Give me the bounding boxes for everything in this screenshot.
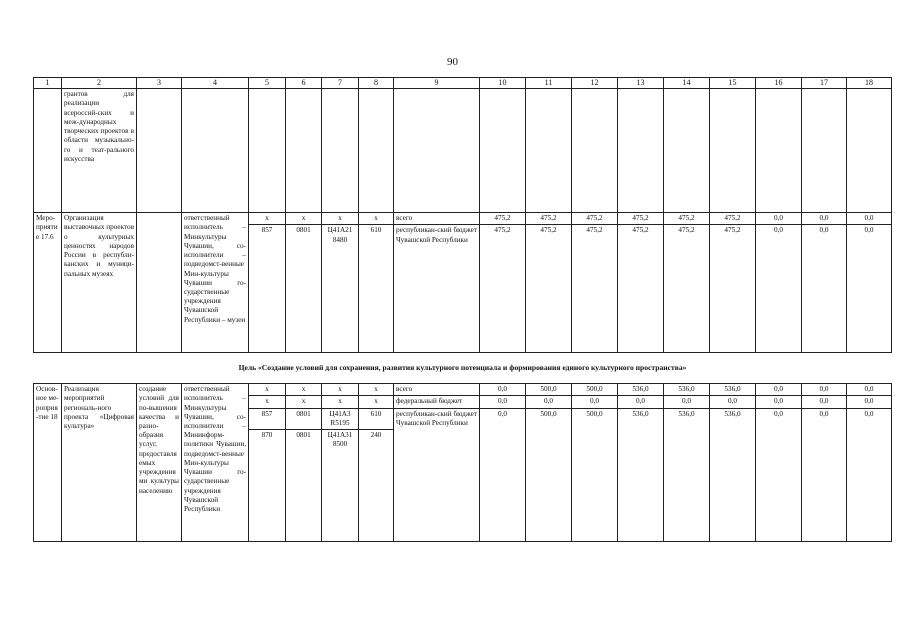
col-header-8: 8: [359, 78, 394, 89]
value-cell: 0,0: [802, 225, 847, 353]
value-cell: 0,0: [756, 225, 802, 353]
event-18-code: Основ-ное ме-роприя-тие 18: [34, 384, 62, 542]
value-cell: 475,2: [572, 213, 618, 225]
value-cell: 0,0: [480, 408, 526, 541]
col-header-1: 1: [34, 78, 62, 89]
event-17-6-row-total: [34, 213, 892, 225]
value-cell: 536,0: [618, 384, 664, 396]
csr-cell: Ц41А21 8480: [322, 225, 359, 353]
source-cell: всего: [394, 213, 480, 225]
event-17-6-participant: [137, 213, 182, 353]
grbs-cell: 857: [249, 408, 286, 429]
csr-cell: x: [322, 213, 359, 225]
value-cell: 475,2: [480, 225, 526, 353]
goal-row: [34, 353, 892, 384]
source-cell: федеральный бюджет: [394, 396, 480, 408]
event-18-executor: ответственный исполнитель – Минкультуры Чувашии, со-исполнители – Мининформ-политики Чувашии, подведомст-венные Мин-культуры Чувашии го-сударственные учреждения Чувашской Республики: [182, 384, 249, 542]
value-cell: 0,0: [847, 225, 892, 353]
value-cell: 0,0: [802, 384, 847, 396]
source-cell: всего: [394, 384, 480, 396]
vr-cell: 610: [359, 408, 394, 429]
value-cell: 0,0: [847, 213, 892, 225]
value-cell: 475,2: [526, 213, 572, 225]
grbs-cell: x: [249, 213, 286, 225]
goal-heading: Цель «Создание условий для сохранения, развития культурного потенциала и формирования единого культурного пространства»: [34, 353, 892, 384]
value-cell: 475,2: [572, 225, 618, 353]
value-cell: 0,0: [802, 396, 847, 408]
col-header-5: 5: [249, 78, 286, 89]
rz-cell: x: [286, 384, 322, 396]
col-header-11: 11: [526, 78, 572, 89]
value-cell: 500,0: [572, 384, 618, 396]
vr-cell: x: [359, 396, 394, 408]
col-header-18: 18: [847, 78, 892, 89]
vr-cell: 610: [359, 225, 394, 353]
grbs-cell: x: [249, 396, 286, 408]
value-cell: 500,0: [526, 384, 572, 396]
value-cell: 475,2: [664, 213, 710, 225]
continuation-row: [34, 89, 892, 213]
value-cell: 0,0: [756, 396, 802, 408]
event-18-participant: создание условий для по-вышения качества и разно-образия услуг, предоставляемых учреждениями культуры населению: [137, 384, 182, 542]
event-18-name: Реализация мероприятий региональ-ного проекта «Цифровая культура»: [62, 384, 137, 542]
vr-cell: x: [359, 384, 394, 396]
csr-cell: Ц41А31 8500: [322, 430, 359, 542]
value-cell: 0,0: [847, 384, 892, 396]
source-cell: республикан-ский бюджет Чувашской Республики: [394, 225, 480, 353]
continuation-name: грантов для реализации всероссий-ских и меж-дународных творческих проектов в области музыкально-го и теат-рального искусства: [62, 89, 137, 213]
csr-cell: x: [322, 396, 359, 408]
value-cell: 536,0: [664, 408, 710, 541]
value-cell: 0,0: [710, 396, 756, 408]
event-17-6-executor: ответственный исполнитель – Минкультуры Чувашии, со-исполнители – подведомст-венные Мин-культуры Чувашии го-сударственные учреждения Чувашской Республики – музеи: [182, 213, 249, 353]
col-header-10: 10: [480, 78, 526, 89]
col-header-7: 7: [322, 78, 359, 89]
source-cell: республикан-ский бюджет Чувашской Республики: [394, 408, 480, 541]
col-header-9: 9: [394, 78, 480, 89]
value-cell: 536,0: [618, 408, 664, 541]
rz-cell: 0801: [286, 408, 322, 429]
value-cell: 0,0: [756, 384, 802, 396]
value-cell: 0,0: [618, 396, 664, 408]
value-cell: 0,0: [756, 213, 802, 225]
col-header-13: 13: [618, 78, 664, 89]
col-header-4: 4: [182, 78, 249, 89]
event-18-row-total: [34, 384, 892, 396]
value-cell: 0,0: [664, 396, 710, 408]
csr-cell: x: [322, 384, 359, 396]
value-cell: 475,2: [710, 213, 756, 225]
rz-cell: 0801: [286, 225, 322, 353]
event-17-6-code: Меро-приятие 17.6: [34, 213, 62, 353]
value-cell: 475,2: [664, 225, 710, 353]
budget-table-sheet: [33, 77, 874, 542]
event-17-6-name: Организация выставочных проектов о культурных ценностях народов России в республи-канских и муници-пальных музеях: [62, 213, 137, 353]
value-cell: 0,0: [572, 396, 618, 408]
value-cell: 475,2: [618, 213, 664, 225]
grbs-cell: 870: [249, 430, 286, 542]
col-header-6: 6: [286, 78, 322, 89]
value-cell: 475,2: [480, 213, 526, 225]
value-cell: 500,0: [572, 408, 618, 541]
value-cell: 536,0: [664, 384, 710, 396]
col-header-15: 15: [710, 78, 756, 89]
value-cell: 0,0: [802, 408, 847, 541]
csr-cell: Ц41А3 R5195: [322, 408, 359, 429]
page-number: 90: [447, 56, 458, 68]
value-cell: 0,0: [480, 384, 526, 396]
col-header-12: 12: [572, 78, 618, 89]
col-header-17: 17: [802, 78, 847, 89]
rz-cell: 0801: [286, 430, 322, 542]
value-cell: 0,0: [756, 408, 802, 541]
value-cell: 0,0: [526, 396, 572, 408]
col-header-2: 2: [62, 78, 137, 89]
rz-cell: x: [286, 213, 322, 225]
value-cell: 0,0: [847, 408, 892, 541]
grbs-cell: x: [249, 384, 286, 396]
header-row: [34, 78, 892, 89]
value-cell: 475,2: [618, 225, 664, 353]
value-cell: 0,0: [847, 396, 892, 408]
vr-cell: x: [359, 213, 394, 225]
value-cell: 0,0: [802, 213, 847, 225]
value-cell: 0,0: [480, 396, 526, 408]
vr-cell: 240: [359, 430, 394, 542]
value-cell: 536,0: [710, 384, 756, 396]
value-cell: 536,0: [710, 408, 756, 541]
value-cell: 475,2: [526, 225, 572, 353]
col-header-14: 14: [664, 78, 710, 89]
col-header-3: 3: [137, 78, 182, 89]
value-cell: 475,2: [710, 225, 756, 353]
program-budget-table: [33, 77, 892, 542]
rz-cell: x: [286, 396, 322, 408]
col-header-16: 16: [756, 78, 802, 89]
value-cell: 500,0: [526, 408, 572, 541]
grbs-cell: 857: [249, 225, 286, 353]
